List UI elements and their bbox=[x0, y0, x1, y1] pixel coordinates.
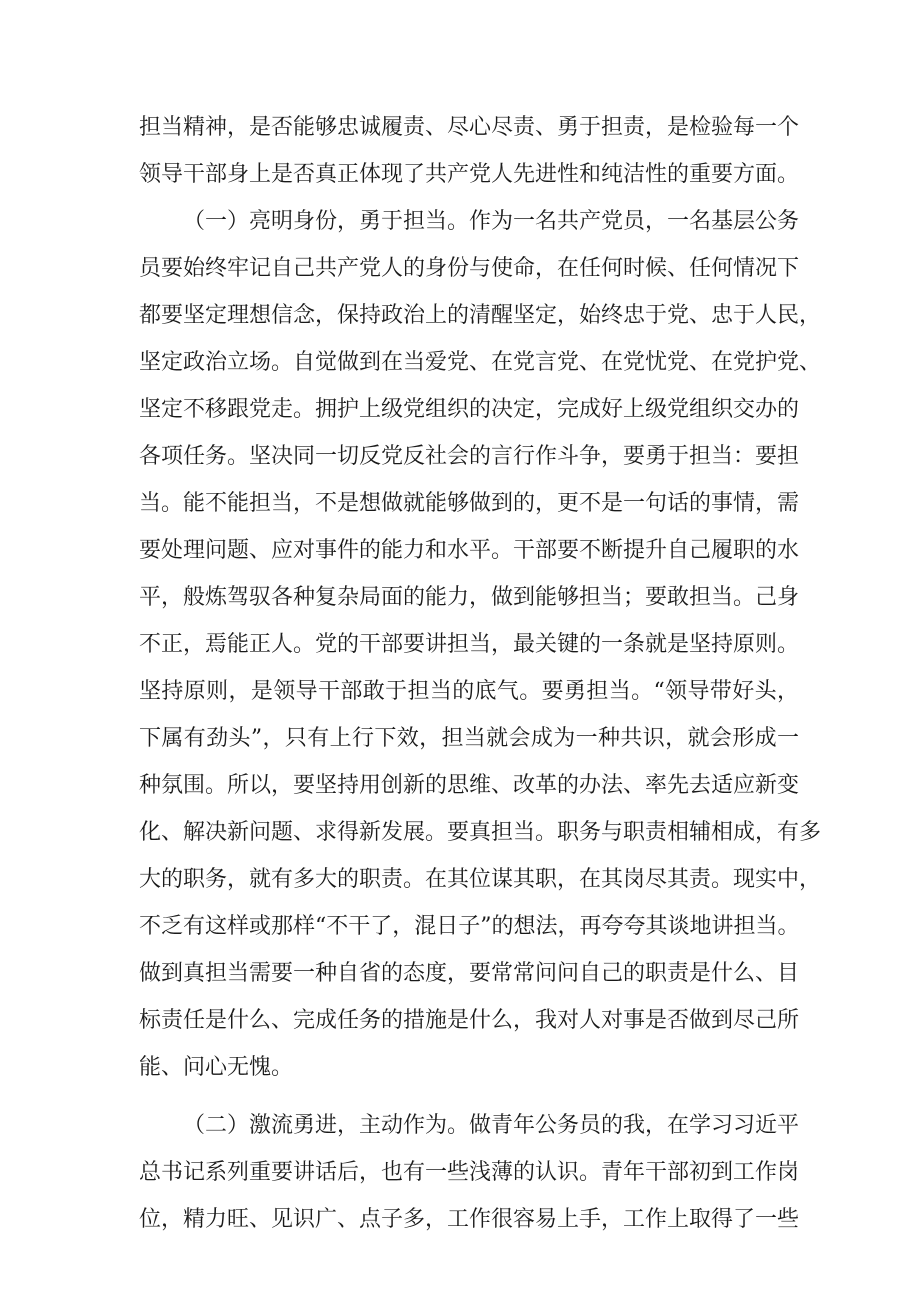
text-line: 总书记系列重要讲话后，也有一些浅薄的认识。青年干部初到工作岗 bbox=[139, 1160, 800, 1185]
text-line: 下属有劲头”，只有上行下效，担当就会成为一种共识，就会形成一 bbox=[139, 726, 799, 751]
text-line: 都要坚定理想信念，保持政治上的清醒坚定，始终忠于党、忠于人民， bbox=[139, 303, 822, 328]
text-line: 大的职务，就有多大的职责。在其位谋其职，在其岗尽其责。现实中， bbox=[139, 867, 822, 892]
text-line: 不乏有这样或那样“不干了，混日子”的想法，再夸夸其谈地讲担当。 bbox=[139, 914, 800, 939]
text-line: 坚定不移跟党走。拥护上级党组织的决定，完成好上级党组织交办的 bbox=[139, 397, 800, 422]
text-line: 各项任务。坚决同一切反党反社会的言行作斗争，要勇于担当：要担 bbox=[139, 444, 800, 469]
text-line: 员要始终牢记自己共产党人的身份与使命，在任何时候、任何情况下 bbox=[139, 256, 800, 281]
text-line: 平，般炼驾驭各种复杂局面的能力，做到能够担当；要敢担当。己身 bbox=[139, 585, 800, 610]
section-heading-line: （一）亮明身份，勇于担当。作为一名共产党员，一名基层公务 bbox=[183, 209, 800, 234]
text-line: 担当精神，是否能够忠诚履责、尽心尽责、勇于担责，是检验每一个 bbox=[139, 115, 800, 140]
text-line: 标责任是什么、完成任务的措施是什么，我对人对事是否做到尽己所 bbox=[139, 1008, 800, 1033]
text-line: 领导干部身上是否真正体现了共产党人先进性和纯洁性的重要方面。 bbox=[139, 162, 800, 187]
text-line: 坚定政治立场。自觉做到在当爱党、在党言党、在党忧党、在党护党、 bbox=[139, 350, 822, 375]
text-line: 做到真担当需要一种自省的态度，要常常问问自己的职责是什么、目 bbox=[139, 961, 800, 986]
text-line: 种氛围。所以，要坚持用创新的思维、改革的办法、率先去适应新变 bbox=[139, 773, 800, 798]
text-line: 坚持原则，是领导干部敢于担当的底气。要勇担当。“领导带好头， bbox=[139, 679, 799, 704]
section-heading-line: （二）激流勇进，主动作为。做青年公务员的我，在学习习近平 bbox=[183, 1113, 800, 1138]
text-line: 化、解决新问题、求得新发展。要真担当。职务与职责相辅相成，有多 bbox=[139, 820, 822, 845]
text-line: 要处理问题、应对事件的能力和水平。干部要不断提升自己履职的水 bbox=[139, 538, 800, 563]
text-line: 当。能不能担当，不是想做就能够做到的，更不是一句话的事情，需 bbox=[139, 491, 800, 516]
text-line: 能、问心无愧。 bbox=[139, 1055, 294, 1080]
text-line: 位，精力旺、见识广、点子多，工作很容易上手，工作上取得了一些 bbox=[139, 1207, 800, 1232]
text-line: 不正，焉能正人。党的干部要讲担当，最关键的一条就是坚持原则。 bbox=[139, 632, 800, 657]
